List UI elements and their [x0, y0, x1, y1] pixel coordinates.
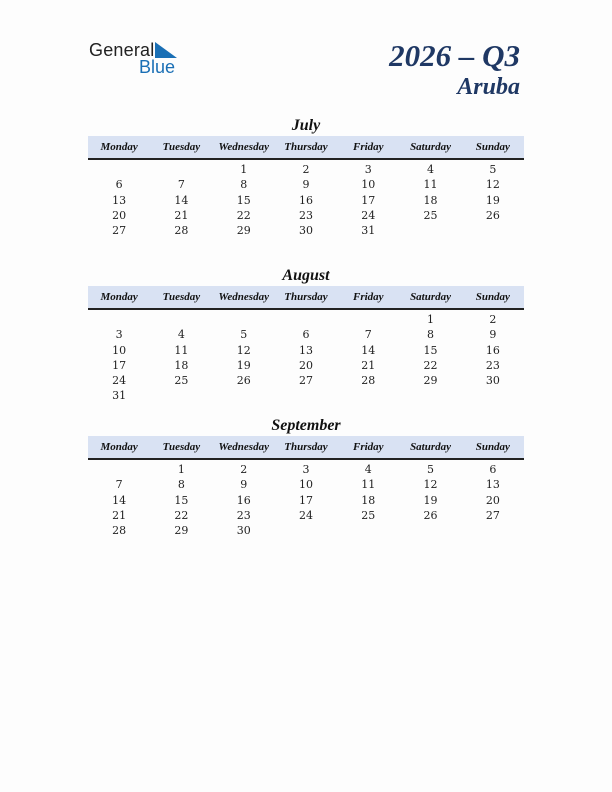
day-cell: 3	[364, 163, 372, 176]
month-july	[88, 116, 524, 238]
weekday-label: Saturday	[410, 291, 452, 303]
day-cell: 28	[361, 374, 376, 388]
day-cell: 23	[298, 208, 313, 222]
day-cell	[150, 312, 212, 327]
day-cell: 2	[302, 163, 310, 176]
weekday-label: Tuesday	[162, 441, 201, 453]
day-cell: 27	[112, 224, 127, 238]
weekday-label: Thursday	[284, 141, 328, 153]
day-cell: 19	[236, 358, 251, 372]
day-cell: 20	[112, 208, 127, 222]
day-cell: 2	[240, 463, 248, 476]
weekday-label: Saturday	[410, 441, 452, 453]
day-cell	[150, 162, 212, 177]
day-cell: 7	[177, 178, 185, 192]
day-cell: 31	[112, 389, 127, 403]
day-cell	[337, 523, 399, 538]
day-cell: 8	[240, 178, 248, 192]
day-cell: 21	[112, 508, 127, 522]
day-cell: 30	[298, 224, 313, 238]
weekday-label: Friday	[352, 141, 384, 153]
day-cell: 18	[174, 358, 189, 372]
weekday-label: Tuesday	[162, 291, 201, 303]
day-cell: 7	[364, 328, 372, 342]
weekday-label: Thursday	[284, 441, 328, 453]
week-row	[88, 177, 524, 192]
week-row	[88, 193, 524, 208]
day-cell: 21	[174, 208, 189, 222]
day-cell: 6	[115, 178, 123, 192]
day-cell: 15	[423, 343, 438, 357]
day-cell: 10	[361, 178, 376, 192]
day-cell: 14	[361, 343, 376, 357]
weekday-label: Thursday	[284, 291, 328, 303]
day-cell: 8	[427, 328, 435, 342]
day-cell: 5	[489, 163, 497, 176]
month-title: August	[282, 267, 330, 284]
day-cell: 2	[489, 313, 497, 326]
day-cell	[462, 523, 524, 538]
day-cell: 5	[240, 328, 248, 342]
day-cell: 27	[485, 508, 500, 522]
weekday-label: Monday	[100, 291, 138, 303]
day-cell: 16	[236, 493, 251, 507]
day-cell: 11	[423, 178, 438, 192]
day-cell: 23	[485, 358, 500, 372]
weekday-label: Monday	[100, 441, 138, 453]
day-cell: 13	[485, 478, 500, 492]
day-cell: 22	[423, 358, 438, 372]
day-cell: 30	[236, 524, 251, 538]
logo-blue-text: Blue	[139, 57, 176, 77]
week-row	[88, 358, 524, 373]
day-cell: 9	[240, 478, 248, 492]
day-cell	[275, 388, 337, 403]
weekday-label: Friday	[352, 441, 384, 453]
day-cell: 7	[115, 478, 123, 492]
day-cell: 3	[302, 463, 310, 476]
day-cell	[275, 312, 337, 327]
day-cell: 4	[364, 463, 372, 476]
weekday-label: Wednesday	[218, 141, 269, 153]
day-cell	[399, 223, 461, 238]
day-cell: 11	[361, 478, 376, 492]
weekday-header-row	[88, 136, 524, 160]
weekday-label: Monday	[100, 141, 138, 153]
day-cell: 30	[485, 374, 500, 388]
weekday-header-row	[88, 286, 524, 310]
day-cell: 6	[302, 328, 310, 342]
weekday-header-row	[88, 436, 524, 460]
day-cell: 12	[236, 343, 251, 357]
weekday-label: Sunday	[475, 141, 510, 153]
day-cell: 14	[112, 493, 127, 507]
day-cell: 10	[112, 343, 127, 357]
day-cell: 19	[423, 493, 438, 507]
month-title: September	[271, 417, 341, 434]
day-cell	[462, 223, 524, 238]
day-cell: 26	[236, 374, 251, 388]
weekday-label: Wednesday	[218, 441, 269, 453]
day-cell: 31	[361, 224, 376, 238]
day-cell	[275, 523, 337, 538]
weekday-label: Saturday	[410, 141, 452, 153]
day-cell: 20	[485, 493, 500, 507]
day-cell: 21	[361, 358, 376, 372]
generalblue-logo	[89, 40, 189, 76]
day-cell: 6	[489, 463, 497, 476]
day-cell: 12	[423, 478, 438, 492]
weeks	[88, 460, 524, 538]
week-row	[88, 327, 524, 342]
day-cell: 29	[423, 374, 438, 388]
day-cell: 17	[361, 193, 376, 207]
day-cell: 8	[177, 478, 185, 492]
day-cell: 15	[174, 493, 189, 507]
week-row	[88, 343, 524, 358]
day-cell: 27	[298, 374, 313, 388]
day-cell: 4	[427, 163, 435, 176]
day-cell: 25	[423, 208, 438, 222]
day-cell	[399, 388, 461, 403]
month-title: July	[291, 117, 321, 134]
month-september	[88, 416, 524, 538]
day-cell	[150, 388, 212, 403]
week-row	[88, 388, 524, 403]
day-cell: 20	[298, 358, 313, 372]
day-cell: 13	[112, 193, 127, 207]
day-cell: 25	[174, 374, 189, 388]
day-cell: 10	[298, 478, 313, 492]
day-cell	[462, 388, 524, 403]
day-cell	[213, 312, 275, 327]
day-cell: 17	[112, 358, 127, 372]
day-cell: 19	[485, 193, 500, 207]
logo-triangle-icon	[155, 42, 177, 58]
week-row	[88, 523, 524, 538]
day-cell: 24	[112, 374, 127, 388]
week-row	[88, 508, 524, 523]
day-cell: 22	[236, 208, 251, 222]
day-cell: 24	[298, 508, 313, 522]
day-cell	[88, 312, 150, 327]
day-cell: 14	[174, 193, 189, 207]
day-cell: 29	[174, 524, 189, 538]
weekday-label: Sunday	[475, 291, 510, 303]
week-row	[88, 312, 524, 327]
day-cell: 5	[427, 463, 435, 476]
day-cell: 16	[485, 343, 500, 357]
day-cell: 29	[236, 224, 251, 238]
day-cell: 9	[302, 178, 310, 192]
day-cell	[88, 162, 150, 177]
day-cell: 13	[298, 343, 313, 357]
day-cell: 1	[427, 313, 435, 326]
day-cell: 18	[361, 493, 376, 507]
day-cell: 1	[240, 163, 248, 176]
day-cell: 23	[236, 508, 251, 522]
day-cell: 15	[236, 193, 251, 207]
day-cell: 22	[174, 508, 189, 522]
day-cell: 12	[485, 178, 500, 192]
day-cell	[88, 462, 150, 477]
country-subtitle: Aruba	[457, 74, 520, 100]
week-row	[88, 477, 524, 492]
weekday-label: Sunday	[475, 441, 510, 453]
day-cell: 1	[177, 463, 185, 476]
logo-general-text: General	[89, 40, 155, 60]
day-cell	[337, 312, 399, 327]
day-cell	[213, 388, 275, 403]
month-august	[88, 266, 524, 404]
day-cell: 28	[112, 524, 127, 538]
day-cell: 4	[177, 328, 185, 342]
day-cell: 11	[174, 343, 189, 357]
weeks	[88, 310, 524, 404]
day-cell: 3	[115, 328, 123, 342]
day-cell: 9	[489, 328, 497, 342]
day-cell: 26	[485, 208, 500, 222]
weekday-label: Tuesday	[162, 141, 201, 153]
day-cell: 24	[361, 208, 376, 222]
day-cell: 25	[361, 508, 376, 522]
weekday-label: Friday	[352, 291, 384, 303]
week-row	[88, 462, 524, 477]
day-cell	[399, 523, 461, 538]
week-row	[88, 162, 524, 177]
page-title: 2026 – Q3	[389, 38, 520, 73]
weekday-label: Wednesday	[218, 291, 269, 303]
day-cell: 26	[423, 508, 438, 522]
week-row	[88, 373, 524, 388]
day-cell: 17	[298, 493, 313, 507]
day-cell	[337, 388, 399, 403]
day-cell: 18	[423, 193, 438, 207]
week-row	[88, 208, 524, 223]
week-row	[88, 223, 524, 238]
week-row	[88, 493, 524, 508]
day-cell: 16	[298, 193, 313, 207]
day-cell: 28	[174, 224, 189, 238]
weeks	[88, 160, 524, 238]
